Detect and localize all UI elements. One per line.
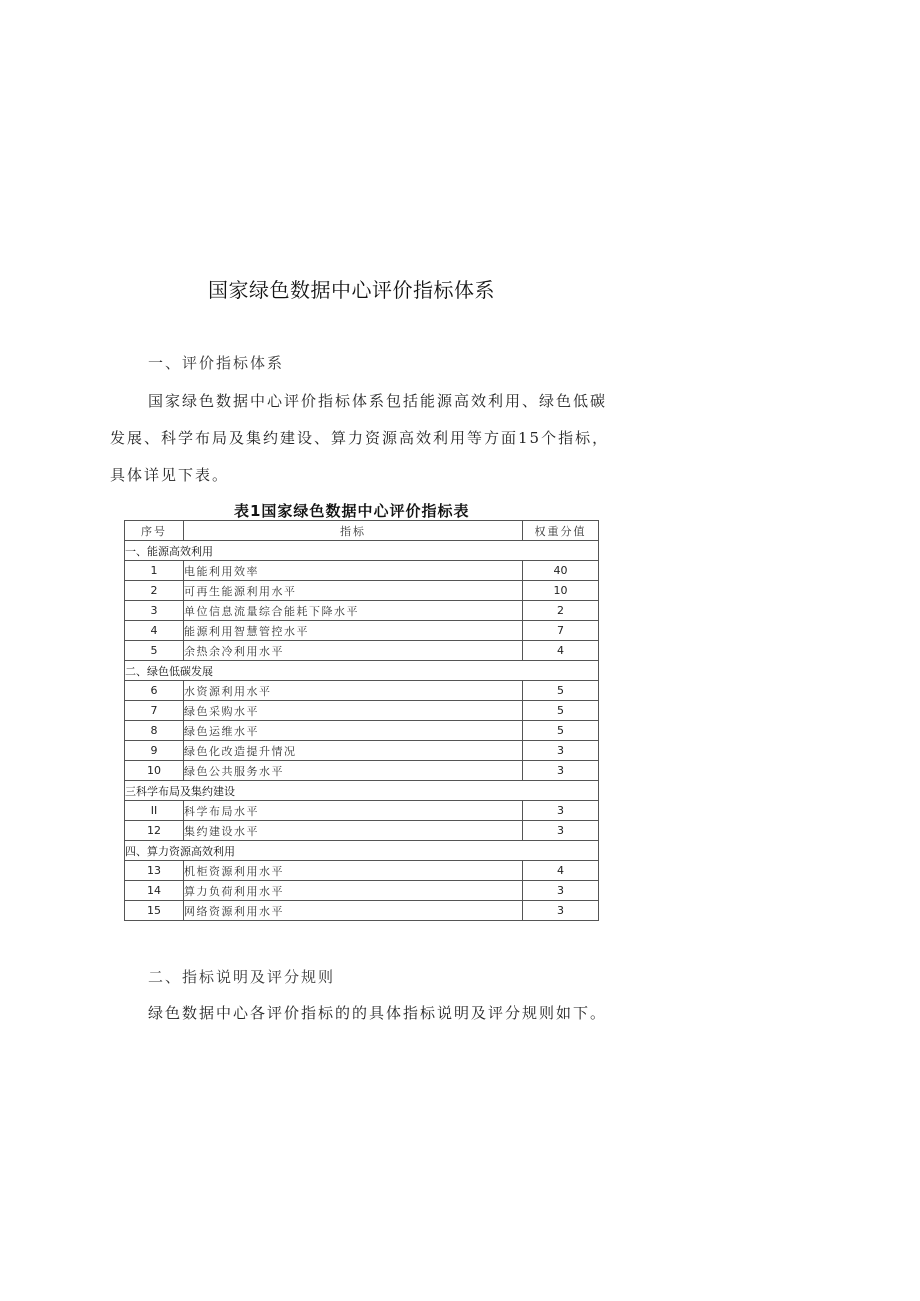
section-title: 二、绿色低碳发展	[125, 661, 599, 681]
row-number: 6	[125, 681, 184, 701]
row-indicator: 算力负荷利用水平	[184, 881, 523, 901]
section-row	[125, 781, 599, 801]
row-weight: 2	[523, 601, 599, 621]
table-body	[125, 541, 599, 921]
table-row	[125, 581, 599, 601]
intro-paragraph: 国家绿色数据中心评价指标体系包括能源高效利用、绿色低碳发展、科学布局及集约建设、算力资源高效利用等方面15个指标，具体详见下表。	[110, 392, 610, 484]
row-number: 2	[125, 581, 184, 601]
row-number: 1	[125, 561, 184, 581]
table-row	[125, 741, 599, 761]
row-indicator: 绿色运维水平	[184, 721, 523, 741]
row-number: 10	[125, 761, 184, 781]
section2-heading: 二、指标说明及评分规则	[148, 968, 336, 986]
row-number: 12	[125, 821, 184, 841]
row-indicator: 可再生能源利用水平	[184, 581, 523, 601]
row-indicator: 集约建设水平	[184, 821, 523, 841]
row-weight: 4	[523, 641, 599, 661]
table-row	[125, 641, 599, 661]
row-indicator: 能源利用智慧管控水平	[184, 621, 523, 641]
closing-paragraph: 绿色数据中心各评价指标的的具体指标说明及评分规则如下。	[148, 1004, 608, 1022]
section-title: 四、算力资源高效利用	[125, 841, 599, 861]
row-number: 8	[125, 721, 184, 741]
row-indicator: 绿色化改造提升情况	[184, 741, 523, 761]
header-indicator: 指标	[184, 521, 523, 541]
table-header-row	[125, 521, 599, 541]
row-number: 7	[125, 701, 184, 721]
row-weight: 40	[523, 561, 599, 581]
row-indicator: 机柜资源利用水平	[184, 861, 523, 881]
row-number: 3	[125, 601, 184, 621]
row-number: 14	[125, 881, 184, 901]
table-row	[125, 901, 599, 921]
row-number: II	[125, 801, 184, 821]
row-number: 9	[125, 741, 184, 761]
row-weight: 3	[523, 901, 599, 921]
table-row	[125, 821, 599, 841]
header-no: 序号	[125, 521, 184, 541]
row-number: 13	[125, 861, 184, 881]
row-indicator: 单位信息流量综合能耗下降水平	[184, 601, 523, 621]
header-weight: 权重分值	[523, 521, 599, 541]
row-weight: 3	[523, 801, 599, 821]
row-number: 15	[125, 901, 184, 921]
document-title: 国家绿色数据中心评价指标体系	[208, 278, 495, 302]
section-row	[125, 841, 599, 861]
row-weight: 5	[523, 701, 599, 721]
table-caption: 表1国家绿色数据中心评价指标表	[234, 502, 470, 520]
indicator-table	[124, 520, 599, 921]
table-row	[125, 561, 599, 581]
section1-heading: 一、评价指标体系	[148, 354, 285, 372]
row-weight: 3	[523, 821, 599, 841]
table-row	[125, 721, 599, 741]
row-number: 4	[125, 621, 184, 641]
row-weight: 3	[523, 741, 599, 761]
row-weight: 3	[523, 761, 599, 781]
row-number: 5	[125, 641, 184, 661]
row-indicator: 水资源利用水平	[184, 681, 523, 701]
row-indicator: 科学布局水平	[184, 801, 523, 821]
section-title: 三科学布局及集约建设	[125, 781, 599, 801]
row-indicator: 余热余冷利用水平	[184, 641, 523, 661]
table-row	[125, 621, 599, 641]
row-weight: 5	[523, 721, 599, 741]
row-weight: 4	[523, 861, 599, 881]
table-row	[125, 761, 599, 781]
table-row	[125, 881, 599, 901]
section-row	[125, 541, 599, 561]
row-indicator: 电能利用效率	[184, 561, 523, 581]
row-indicator: 绿色采购水平	[184, 701, 523, 721]
table-row	[125, 601, 599, 621]
table-row	[125, 801, 599, 821]
table-row	[125, 861, 599, 881]
section-title: 一、能源高效利用	[125, 541, 599, 561]
table-row	[125, 701, 599, 721]
section-row	[125, 661, 599, 681]
row-weight: 10	[523, 581, 599, 601]
row-weight: 5	[523, 681, 599, 701]
table-row	[125, 681, 599, 701]
row-indicator: 网络资源利用水平	[184, 901, 523, 921]
row-weight: 3	[523, 881, 599, 901]
row-indicator: 绿色公共服务水平	[184, 761, 523, 781]
row-weight: 7	[523, 621, 599, 641]
